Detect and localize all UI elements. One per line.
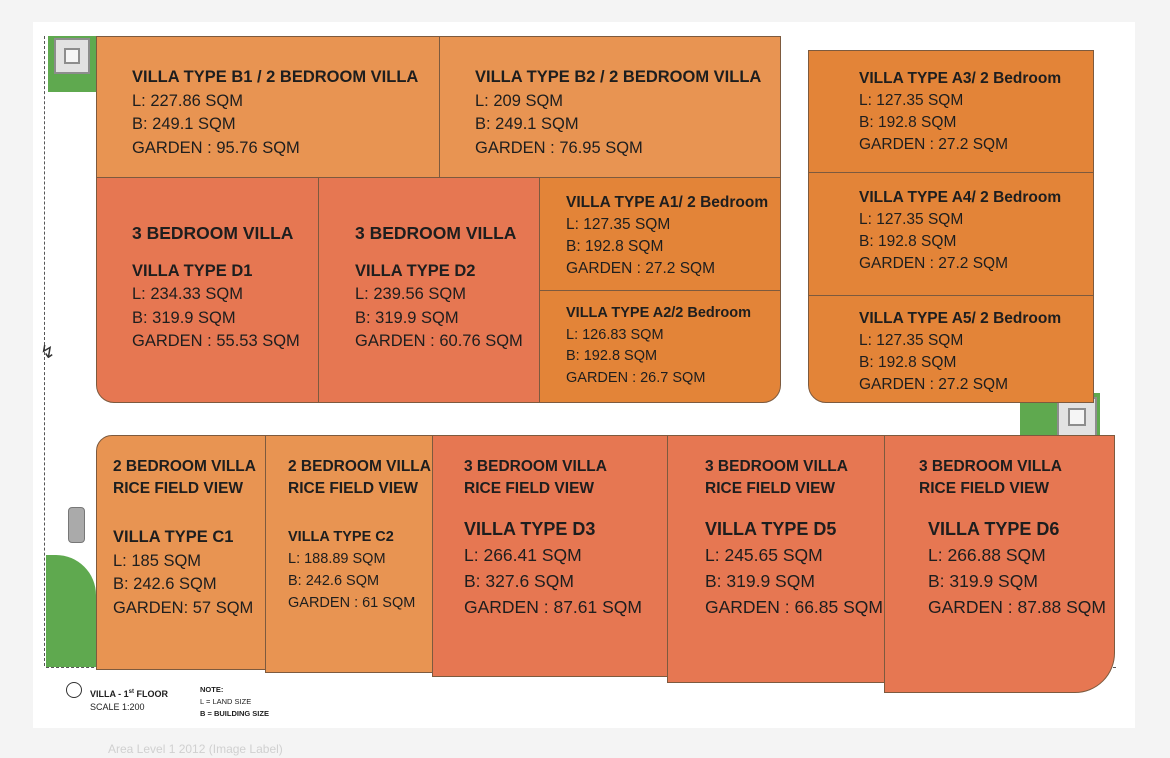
plot-a4-building: B: 192.8 SQM [859,233,957,250]
plot-d1-heading: 3 BEDROOM VILLA [132,223,294,243]
plot-c2-garden: GARDEN : 61 SQM [288,595,416,611]
plot-d2-title: VILLA TYPE D2 [355,261,476,280]
plot-c2[interactable] [265,435,433,673]
plot-d6-land: L: 266.88 SQM [928,545,1046,565]
plot-b1-land: L: 227.86 SQM [132,91,243,110]
plot-d1-land: L: 234.33 SQM [132,285,243,303]
plot-d6-heading-1: 3 BEDROOM VILLA [919,458,1062,475]
plot-d1-building: B: 319.9 SQM [132,308,236,327]
plot-d2-land: L: 239.56 SQM [355,285,466,303]
plot-b2[interactable] [439,36,781,178]
floor-label: VILLA - 1st FLOOR [90,689,169,699]
plot-a5-land: L: 127.35 SQM [859,332,964,349]
plot-d2[interactable] [318,177,540,403]
plot-d3-title: VILLA TYPE D3 [464,519,596,539]
plot-d1[interactable] [96,177,319,403]
plot-c1-building: B: 242.6 SQM [113,575,217,593]
plot-d5-land: L: 245.65 SQM [705,545,823,565]
plot-d3[interactable] [432,435,668,677]
plot-c1-land: L: 185 SQM [113,551,202,570]
plot-d5-heading-1: 3 BEDROOM VILLA [705,458,848,475]
plot-c2-title: VILLA TYPE C2 [288,529,394,545]
plot-a1-title: VILLA TYPE A1/ 2 Bedroom [566,194,769,211]
plot-c1-title: VILLA TYPE C1 [113,528,234,546]
plot-a3-land: L: 127.35 SQM [859,92,964,109]
plot-d3-land: L: 266.41 SQM [464,545,582,565]
plot-a4[interactable] [808,172,1094,296]
plot-a3-garden: GARDEN : 27.2 SQM [859,136,1009,153]
image-caption: Area Level 1 2012 (Image Label) [108,742,283,756]
note-title: NOTE: [200,685,224,694]
plot-a1[interactable] [539,177,781,291]
plot-d2-garden: GARDEN : 60.76 SQM [355,332,523,350]
plot-b1-title: VILLA TYPE B1 / 2 BEDROOM VILLA [132,68,419,86]
north-arrow-icon [66,682,82,698]
plot-d5-title: VILLA TYPE D5 [705,519,837,539]
plot-d3-building: B: 327.6 SQM [464,571,574,591]
plot-a3-building: B: 192.8 SQM [859,114,957,131]
plot-a5-building: B: 192.8 SQM [859,354,957,371]
scale-label: SCALE 1:200 [90,702,145,712]
plot-b1-building: B: 249.1 SQM [132,115,236,133]
plot-a2-garden: GARDEN : 26.7 SQM [566,369,706,386]
plot-d2-building: B: 319.9 SQM [355,308,459,327]
plot-c2-heading-2: RICE FIELD VIEW [288,480,419,497]
pool-icon-right [1057,397,1097,437]
plot-d2-heading: 3 BEDROOM VILLA [355,223,517,243]
pool-icon-top-left [54,38,90,74]
car-icon [68,507,85,543]
plot-c1-heading-1: 2 BEDROOM VILLA [113,458,256,475]
plot-a4-garden: GARDEN : 27.2 SQM [859,255,1009,272]
plot-c1[interactable] [96,435,266,670]
plot-a1-land: L: 127.35 SQM [566,216,671,233]
plot-d5[interactable] [667,435,885,683]
plot-a5-garden: GARDEN : 27.2 SQM [859,376,1009,393]
plot-d5-heading-2: RICE FIELD VIEW [705,480,836,497]
plot-b1[interactable] [96,36,440,178]
plot-a2-building: B: 192.8 SQM [566,348,658,364]
plot-d6-heading-2: RICE FIELD VIEW [919,480,1050,497]
garden-strip-bottom-left [46,555,96,667]
plot-a2-land: L: 126.83 SQM [566,326,664,343]
plot-b1-garden: GARDEN : 95.76 SQM [132,138,300,157]
plot-b2-title: VILLA TYPE B2 / 2 BEDROOM VILLA [475,68,762,86]
plot-d6-title: VILLA TYPE D6 [928,519,1060,539]
plot-b2-land: L: 209 SQM [475,91,564,110]
plot-c2-heading-1: 2 BEDROOM VILLA [288,458,431,475]
plot-a4-title: VILLA TYPE A4/ 2 Bedroom [859,189,1062,206]
plot-c2-land: L: 188.89 SQM [288,551,386,567]
plot-a2-title: VILLA TYPE A2/2 Bedroom [566,305,752,321]
plot-d3-heading-1: 3 BEDROOM VILLA [464,458,607,475]
plot-a5-title: VILLA TYPE A5/ 2 Bedroom [859,310,1062,327]
plot-d5-building: B: 319.9 SQM [705,571,815,591]
plot-d6[interactable] [884,435,1115,693]
plot-d3-garden: GARDEN : 87.61 SQM [464,597,642,617]
plot-a5[interactable] [808,295,1094,403]
plot-d6-garden: GARDEN : 87.88 SQM [928,597,1106,617]
plot-b2-garden: GARDEN : 76.95 SQM [475,138,643,157]
plot-d5-garden: GARDEN : 66.85 SQM [705,597,883,617]
plot-a3-title: VILLA TYPE A3/ 2 Bedroom [859,70,1062,87]
plot-d3-heading-2: RICE FIELD VIEW [464,480,595,497]
plot-c1-heading-2: RICE FIELD VIEW [113,480,244,497]
note-block [200,684,269,720]
note-land: L = LAND SIZE [200,697,252,706]
plot-d1-title: VILLA TYPE D1 [132,261,253,280]
plot-a1-garden: GARDEN : 27.2 SQM [566,260,716,277]
plot-b2-building: B: 249.1 SQM [475,115,579,133]
plot-a3[interactable] [808,50,1094,173]
plot-c2-building: B: 242.6 SQM [288,573,380,589]
plot-a4-land: L: 127.35 SQM [859,211,964,228]
plot-d6-building: B: 319.9 SQM [928,571,1038,591]
plot-a2[interactable] [539,290,781,403]
plot-a1-building: B: 192.8 SQM [566,238,664,255]
plot-d1-garden: GARDEN : 55.53 SQM [132,332,300,350]
plot-c1-garden: GARDEN: 57 SQM [113,598,254,617]
north-arrow-mark-icon: ↯ [40,342,56,362]
note-building: B = BUILDING SIZE [200,709,269,718]
floor-legend [90,686,168,714]
